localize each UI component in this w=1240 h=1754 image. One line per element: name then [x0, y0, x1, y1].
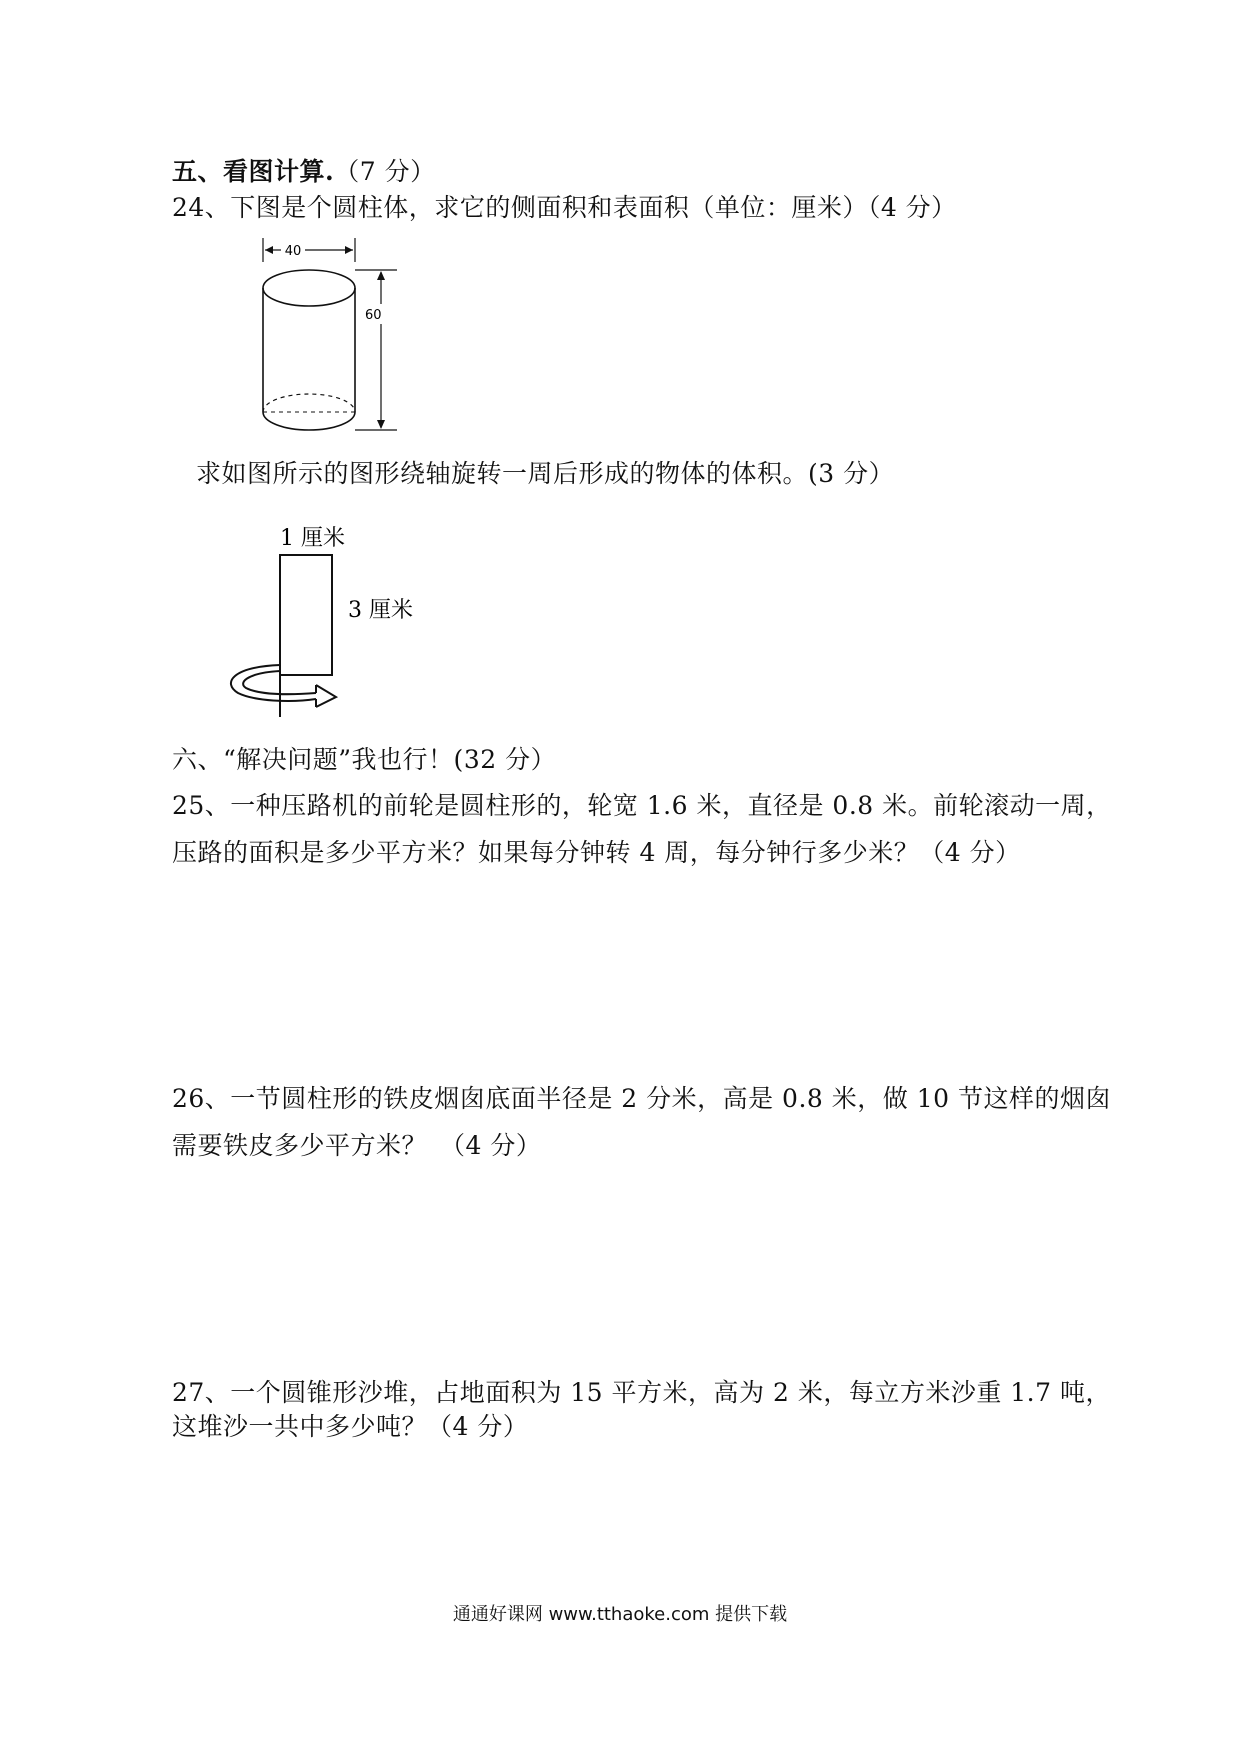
cylinder-figure — [255, 236, 415, 446]
section5-heading: 五、看图计算. — [172, 157, 335, 186]
question-26-line1: 26、一节圆柱形的铁皮烟囱底面半径是 2 分米，高是 0.8 米，做 10 节这样的烟囱 — [172, 1084, 1111, 1113]
question-24-text: 24、下图是个圆柱体，求它的侧面积和表面积（单位：厘米）（4 分） — [172, 193, 957, 222]
rotation-figure — [220, 525, 420, 721]
question-rotate-text: 求如图所示的图形绕轴旋转一周后形成的物体的体积。(3 分） — [196, 459, 895, 488]
rect-width-label: 1 厘米 — [280, 526, 345, 551]
question-27-line2: 这堆沙一共中多少吨？（4 分） — [172, 1412, 529, 1441]
section5-heading-line — [172, 156, 436, 188]
section5-points: （7 分） — [334, 157, 436, 186]
footer-credit: 通通好课网 www.tthaoke.com 提供下载 — [452, 1604, 788, 1625]
question-27-line1: 27、一个圆锥形沙堆，占地面积为 15 平方米，高为 2 米，每立方米沙重 1.7 吨， — [172, 1378, 1111, 1407]
section6-heading: 六、“解决问题”我也行！(32 分） — [172, 745, 557, 774]
question-25-line2: 压路的面积是多少平方米？如果每分钟转 4 周，每分钟行多少米？（4 分） — [172, 838, 1021, 867]
cylinder-diameter-label: 40 — [284, 244, 302, 259]
question-26-line2: 需要铁皮多少平方米？ （4 分） — [172, 1131, 542, 1160]
rect-height-label: 3 厘米 — [348, 598, 413, 623]
question-25-line1: 25、一种压路机的前轮是圆柱形的，轮宽 1.6 米，直径是 0.8 米。前轮滚动一周， — [172, 791, 1112, 820]
cylinder-height-label: 60 — [365, 308, 382, 323]
